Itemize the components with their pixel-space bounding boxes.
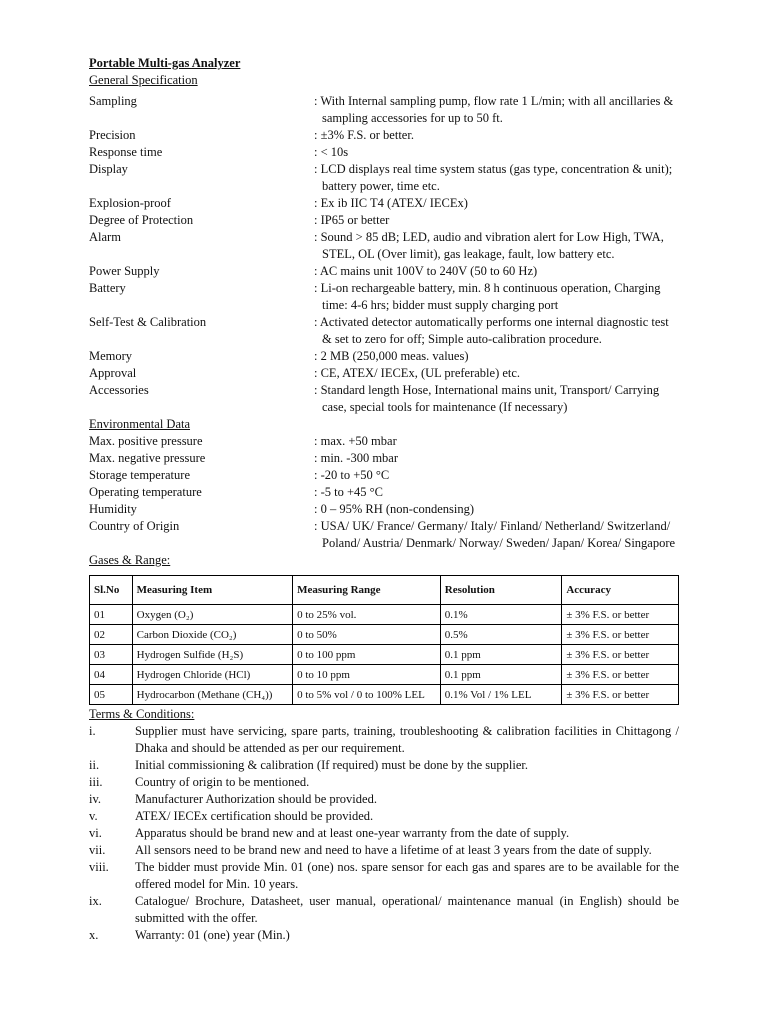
spec-label: Max. positive pressure [89, 434, 203, 448]
spec-row-accessories [89, 382, 679, 416]
term-text: Country of origin to be mentioned. [135, 775, 310, 789]
spec-row-explosion-proof [89, 195, 679, 212]
cell-resolution: 0.1 ppm [440, 645, 562, 665]
header-accuracy: Accuracy [562, 576, 679, 605]
spec-label: Explosion-proof [89, 196, 171, 210]
gases-heading: Gases & Range: [89, 553, 171, 567]
cell-measuring-item: Hydrocarbon (Methane (CH₄)) [132, 685, 292, 705]
spec-label: Degree of Protection [89, 213, 194, 227]
gases-range-table [89, 575, 679, 705]
table-row [90, 665, 679, 685]
term-text: All sensors need to be brand new and need to have a lifetime of at least 3 years from the date of supply. [135, 843, 652, 857]
term-text: Catalogue/ Brochure, Datasheet, user manual, operational/ maintenance manual (in English) should be submitted with the offer. [135, 894, 679, 925]
document-title: Portable Multi-gas Analyzer [89, 56, 241, 70]
spec-label: Operating temperature [89, 485, 202, 499]
spec-value: : Ex ib IIC T4 (ATEX/ IECEx) [314, 196, 468, 210]
cell-accuracy: ± 3% F.S. or better [562, 645, 679, 665]
term-text: Apparatus should be brand new and at least one-year warranty from the date of supply. [135, 826, 570, 840]
term-number: vii. [89, 843, 106, 857]
spec-value: : ±3% F.S. or better. [314, 128, 414, 142]
spec-value: : LCD displays real time system status (gas type, concentration & unit); battery power, time etc. [314, 162, 673, 193]
list-item [89, 808, 679, 825]
spec-value: : AC mains unit 100V to 240V (50 to 60 Hz) [314, 264, 538, 278]
env-row-operating-temp [89, 484, 679, 501]
spec-value: : With Internal sampling pump, flow rate 1 L/min; with all ancillaries & sampling accessories for up to 50 ft. [314, 94, 674, 125]
cell-measuring-item: Hydrogen Chloride (HCl) [132, 665, 292, 685]
term-number: iii. [89, 775, 103, 789]
cell-sl-no: 01 [90, 605, 133, 625]
spec-row-power-supply [89, 263, 679, 280]
spec-value: : min. -300 mbar [314, 451, 399, 465]
spec-row-sampling [89, 93, 679, 127]
spec-value: : 2 MB (250,000 meas. values) [314, 349, 469, 363]
term-number: vi. [89, 826, 102, 840]
spec-label: Storage temperature [89, 468, 190, 482]
cell-sl-no: 05 [90, 685, 133, 705]
cell-measuring-item: Hydrogen Sulfide (H₂S) [132, 645, 292, 665]
spec-row-protection [89, 212, 679, 229]
term-number: iv. [89, 792, 102, 806]
env-row-storage-temp [89, 467, 679, 484]
table-row [90, 625, 679, 645]
cell-accuracy: ± 3% F.S. or better [562, 625, 679, 645]
cell-accuracy: ± 3% F.S. or better [562, 685, 679, 705]
spec-label: Power Supply [89, 264, 160, 278]
spec-row-memory [89, 348, 679, 365]
cell-measuring-range: 0 to 100 ppm [293, 645, 441, 665]
spec-label: Humidity [89, 502, 137, 516]
spec-value: : Standard length Hose, International mains unit, Transport/ Carrying case, special tools for maintenance (If necessary) [314, 383, 660, 414]
cell-sl-no: 03 [90, 645, 133, 665]
cell-accuracy: ± 3% F.S. or better [562, 605, 679, 625]
spec-label: Country of Origin [89, 519, 180, 533]
spec-label: Accessories [89, 383, 149, 397]
cell-measuring-item: Oxygen (O₂) [132, 605, 292, 625]
term-number: x. [89, 928, 99, 942]
list-item [89, 757, 679, 774]
general-spec-list [89, 93, 679, 416]
header-measuring-item: Measuring Item [132, 576, 292, 605]
spec-row-approval [89, 365, 679, 382]
list-item [89, 927, 679, 944]
term-number: v. [89, 809, 98, 823]
spec-value: : Activated detector automatically performs one internal diagnostic test & set to zero for off; Simple auto-calibration procedure. [314, 315, 669, 346]
header-resolution: Resolution [440, 576, 562, 605]
spec-label: Sampling [89, 94, 137, 108]
spec-label: Self-Test & Calibration [89, 315, 207, 329]
cell-accuracy: ± 3% F.S. or better [562, 665, 679, 685]
term-number: ix. [89, 894, 102, 908]
table-row [90, 685, 679, 705]
spec-row-battery [89, 280, 679, 314]
env-row-humidity [89, 501, 679, 518]
cell-resolution: 0.5% [440, 625, 562, 645]
cell-measuring-range: 0 to 10 ppm [293, 665, 441, 685]
terms-list [89, 723, 679, 944]
spec-value: : USA/ UK/ France/ Germany/ Italy/ Finland/ Netherland/ Switzerland/ Poland/ Austria/ Denmark/ Norway/ Sweden/ Japan/ Korea/ Singapore [314, 519, 676, 550]
spec-label: Precision [89, 128, 136, 142]
terms-heading: Terms & Conditions: [89, 707, 195, 721]
spec-value: : < 10s [314, 145, 349, 159]
spec-label: Approval [89, 366, 137, 380]
term-text: Warranty: 01 (one) year (Min.) [135, 928, 290, 942]
env-row-negative-pressure [89, 450, 679, 467]
term-text: ATEX/ IECEx certification should be provided. [135, 809, 374, 823]
cell-resolution: 0.1 ppm [440, 665, 562, 685]
general-spec-heading: General Specification [89, 73, 198, 87]
list-item [89, 825, 679, 842]
spec-value: : max. +50 mbar [314, 434, 397, 448]
spec-label: Display [89, 162, 128, 176]
spec-row-alarm [89, 229, 679, 263]
spec-label: Response time [89, 145, 163, 159]
list-item [89, 842, 679, 859]
list-item [89, 893, 679, 927]
table-row [90, 645, 679, 665]
cell-sl-no: 02 [90, 625, 133, 645]
spec-label: Max. negative pressure [89, 451, 206, 465]
spec-label: Battery [89, 281, 126, 295]
env-row-positive-pressure [89, 433, 679, 450]
spec-value: : IP65 or better [314, 213, 390, 227]
header-measuring-range: Measuring Range [293, 576, 441, 605]
spec-value: : 0 – 95% RH (non-condensing) [314, 502, 475, 516]
cell-sl-no: 04 [90, 665, 133, 685]
term-text: The bidder must provide Min. 01 (one) nos. spare sensor for each gas and spares are to be available for the offered model for Min. 10 years. [135, 860, 679, 891]
env-row-country-of-origin [89, 518, 679, 552]
cell-resolution: 0.1% Vol / 1% LEL [440, 685, 562, 705]
table-header-row [90, 576, 679, 605]
spec-row-response-time [89, 144, 679, 161]
spec-value: : CE, ATEX/ IECEx, (UL preferable) etc. [314, 366, 521, 380]
term-text: Manufacturer Authorization should be provided. [135, 792, 377, 806]
environmental-list [89, 433, 679, 552]
cell-measuring-item: Carbon Dioxide (CO₂) [132, 625, 292, 645]
spec-value: : Sound > 85 dB; LED, audio and vibration alert for Low High, TWA, STEL, OL (Over limit), gas leakage, fault, low battery etc. [314, 230, 664, 261]
document-page [89, 55, 679, 944]
spec-value: : -5 to +45 °C [314, 485, 383, 499]
list-item [89, 859, 679, 893]
term-text: Initial commissioning & calibration (If required) must be done by the supplier. [135, 758, 528, 772]
cell-measuring-range: 0 to 5% vol / 0 to 100% LEL [293, 685, 441, 705]
spec-row-precision [89, 127, 679, 144]
cell-resolution: 0.1% [440, 605, 562, 625]
spec-value: : Li-on rechargeable battery, min. 8 h continuous operation, Charging time: 4-6 hrs; bidder must supply charging port [314, 281, 661, 312]
term-text: Supplier must have servicing, spare parts, training, troubleshooting & calibration facilities in Chittagong / Dhaka and should be attended as per our requirement. [135, 724, 679, 755]
header-sl-no: Sl.No [90, 576, 133, 605]
spec-row-display [89, 161, 679, 195]
term-number: ii. [89, 758, 100, 772]
term-number: viii. [89, 860, 109, 874]
environmental-heading: Environmental Data [89, 417, 191, 431]
cell-measuring-range: 0 to 50% [293, 625, 441, 645]
table-row [90, 605, 679, 625]
list-item [89, 791, 679, 808]
term-number: i. [89, 724, 96, 738]
spec-label: Alarm [89, 230, 121, 244]
cell-measuring-range: 0 to 25% vol. [293, 605, 441, 625]
list-item [89, 723, 679, 757]
spec-label: Memory [89, 349, 133, 363]
list-item [89, 774, 679, 791]
spec-value: : -20 to +50 °C [314, 468, 390, 482]
spec-row-self-test [89, 314, 679, 348]
